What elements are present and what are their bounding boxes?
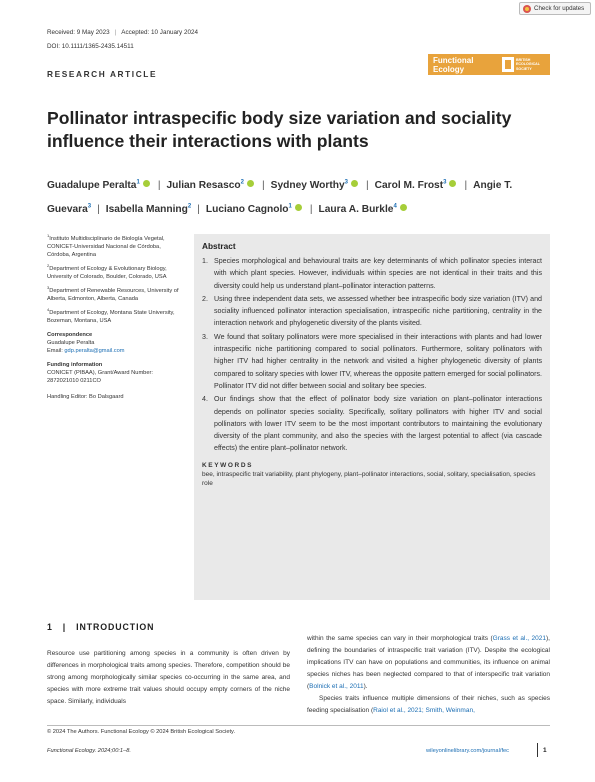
article-type: RESEARCH ARTICLE (47, 69, 158, 79)
author-affiliation-number: 3 (344, 180, 348, 186)
orcid-icon[interactable] (400, 204, 407, 211)
crossmark-icon (523, 5, 531, 13)
author-name: Luciano Cagnolo (205, 203, 289, 215)
author-affiliation-number: 3 (443, 180, 447, 186)
funding-text: CONICET (PIBAA), Grant/Award Number: 2872021010 0211CO (47, 369, 153, 384)
page-number-divider (537, 743, 538, 757)
citation-link[interactable]: Grass et al., 2021 (492, 635, 547, 642)
journal-name: Functional Ecology (433, 55, 474, 74)
abstract-list (202, 255, 542, 455)
affiliations (47, 232, 182, 325)
affiliation-3: $^3$Department of Renewable Resources, University of Alberta, Edmonton, Alberta, Canada (47, 284, 179, 302)
author-separator: | (365, 180, 369, 192)
author-name: Guadalupe Peralta (47, 180, 137, 192)
author-separator: | (197, 203, 200, 215)
author[interactable] (206, 204, 304, 215)
author-affiliation-number: 1 (136, 180, 140, 186)
abstract-item: 1. Species morphological and behavioural traits are key determinants of which pollinator species interact with which plant species. However, individuals within species are not identical in their traits and this diversity could help us understand plant–pollinator interaction patterns. (202, 257, 542, 290)
author-separator: | (157, 180, 161, 192)
author[interactable] (319, 204, 409, 215)
orcid-icon[interactable] (295, 204, 302, 211)
orcid-icon[interactable] (449, 180, 456, 187)
check-for-updates-label: Check for updates (534, 5, 585, 12)
correspondence-heading: Correspondence (47, 331, 93, 338)
author[interactable] (106, 204, 191, 215)
received-date: Received: 9 May 2023 (47, 29, 110, 36)
abstract-box (194, 234, 550, 600)
bes-logo-icon (502, 57, 514, 72)
author-list (47, 173, 557, 220)
author-name: Carol M. Frost (374, 180, 444, 192)
journal-url-link[interactable]: wileyonlinelibrary.com/journal/fec (426, 748, 510, 754)
journal-reference: Functional Ecology. 2024;00:1–8. (47, 748, 132, 754)
introduction-text-right (307, 633, 550, 717)
accepted-date: Accepted: 10 January 2024 (121, 29, 198, 36)
author-affiliation-number: 4 (393, 203, 397, 210)
affiliation-2: $^2$Department of Ecology & Evolutionary Biology, University of Colorado, Boulder, Colorado, USA (47, 262, 167, 280)
journal-badge[interactable] (428, 54, 550, 75)
author-separator: | (262, 180, 265, 192)
page-number: 1 (543, 747, 547, 754)
author-name: Isabella Manning (105, 203, 188, 215)
abstract-item: 4. Our findings show that the effect of pollinator body size variation on plant–pollinator interactions depends on pollinator species sociality. Specifically, solitary pollinators with higher ITV and social pollinators with lower ITV seem to be the most important contributors to maintaining the evolutionary diversity of the plant community, and also the species with the largest potential to affect (via cascade effects) the entire plant–pollinator network. (202, 395, 542, 453)
email-link[interactable]: gdp.peralta@gmail.com (64, 347, 125, 354)
author[interactable] (271, 180, 360, 191)
author-name: Angie T. Guevara (47, 180, 513, 215)
author-affiliation-number: 2 (187, 203, 192, 210)
author-name: Laura A. Burkle (318, 203, 394, 215)
abstract-heading: Abstract (202, 241, 236, 251)
author-name: Julian Resasco (166, 180, 241, 192)
footer-divider (47, 725, 550, 726)
article-title: Pollinator intraspecific body size variation and sociality influence their interactions with plants (47, 108, 512, 151)
orcid-icon[interactable] (143, 180, 150, 187)
check-for-updates-button[interactable] (519, 2, 591, 15)
orcid-icon[interactable] (247, 180, 254, 187)
author-separator: | (464, 180, 468, 192)
article-info-column (47, 232, 182, 401)
author[interactable] (47, 180, 152, 191)
introduction-text-left: Resource use partitioning among species in a community is often driven by differences in morphological traits among species. Therefore, competition should be strong among morphologically similar species co-occurring in the same area, and species with more extreme trait values should occupy empty corners of the niche space. Similarly, individuals (47, 650, 290, 705)
funding-heading: Funding information (47, 361, 103, 368)
affiliation-4: $^4$Department of Ecology, Montana State University, Bozeman, Montana, USA (47, 306, 175, 324)
citation-link[interactable]: Bolnick et al., 2011 (309, 683, 364, 690)
author-separator: | (97, 203, 100, 215)
affiliation-1: $^1$Instituto Multidisciplinario de Biología Vegetal, CONICET-Universidad Nacional de Córdoba, Córdoba, Argentina (47, 233, 165, 258)
keywords-heading: KEYWORDS (202, 461, 254, 469)
copyright-notice: © 2024 The Authors. Functional Ecology © 2024 British Ecological Society. (47, 729, 236, 735)
correspondence-name: Guadalupe Peralta (47, 339, 95, 346)
date-separator: | (114, 29, 117, 36)
doi-link[interactable]: DOI: 10.1111/1365-2435.14511 (47, 43, 134, 50)
author-separator: | (309, 203, 313, 215)
introduction-heading: 1 | INTRODUCTION (47, 622, 155, 632)
author[interactable] (166, 180, 256, 191)
intro-paragraph: within the same species can vary in their morphological traits (Grass et al., 2021), defining the boundaries of intraspecific trait variation (ITV). Despite the ecological implications ITV can have on populations and communities, its influence on animal species niches has been neglected compared to that of interspecific trait variation (Bolnick et al., 2011). (307, 635, 550, 690)
received-accepted-dates (47, 29, 198, 36)
society-name: BRITISH ECOLOGICAL SOCIETY (516, 58, 540, 71)
intro-paragraph: Species traits influence multiple dimensions of their niches, such as species feeding specialisation (Raiol et al., 2021; Smith, Weinman, (307, 695, 550, 714)
correspondence-email-line: Email: gdp.peralta@gmail.com (47, 347, 125, 354)
author-affiliation-number: 1 (288, 203, 292, 210)
author-name: Sydney Worthy (270, 180, 345, 192)
orcid-icon[interactable] (351, 180, 358, 187)
author-affiliation-number: 2 (240, 180, 244, 186)
author-affiliation-number: 3 (87, 203, 92, 210)
citation-link[interactable]: Raiol et al., 2021; Smith, Weinman, (373, 707, 475, 714)
abstract-item: 2. Using three independent data sets, we assessed whether bee intraspecific body size variation (ITV) and sociality influenced pollinator interaction specialisation, intraspecific niche partitioning, centrality in the interaction network and phylogenetic diversity of the plants visited. (202, 294, 542, 328)
keywords-list: bee, intraspecific trait variability, plant phylogeny, plant–pollinator interactions, social, solitary, specialisation, species role (202, 470, 536, 488)
abstract-item: 3. We found that solitary pollinators were more specialised in their interactions with plants and had lower intraspecific niche partitioning compared to social pollinators. Furthermore, solitary pollinators with higher ITV had higher centrality in the network and visited a higher phylogenetic diversity of plants compared to solitary species with lower ITV, whereas the opposite pattern emerged for social pollinators. Pollinator ITV did not differ between social and solitary bee species. (202, 332, 542, 390)
author[interactable] (375, 180, 459, 191)
handling-editor: Handling Editor: Bo Dalsgaard (47, 393, 124, 400)
